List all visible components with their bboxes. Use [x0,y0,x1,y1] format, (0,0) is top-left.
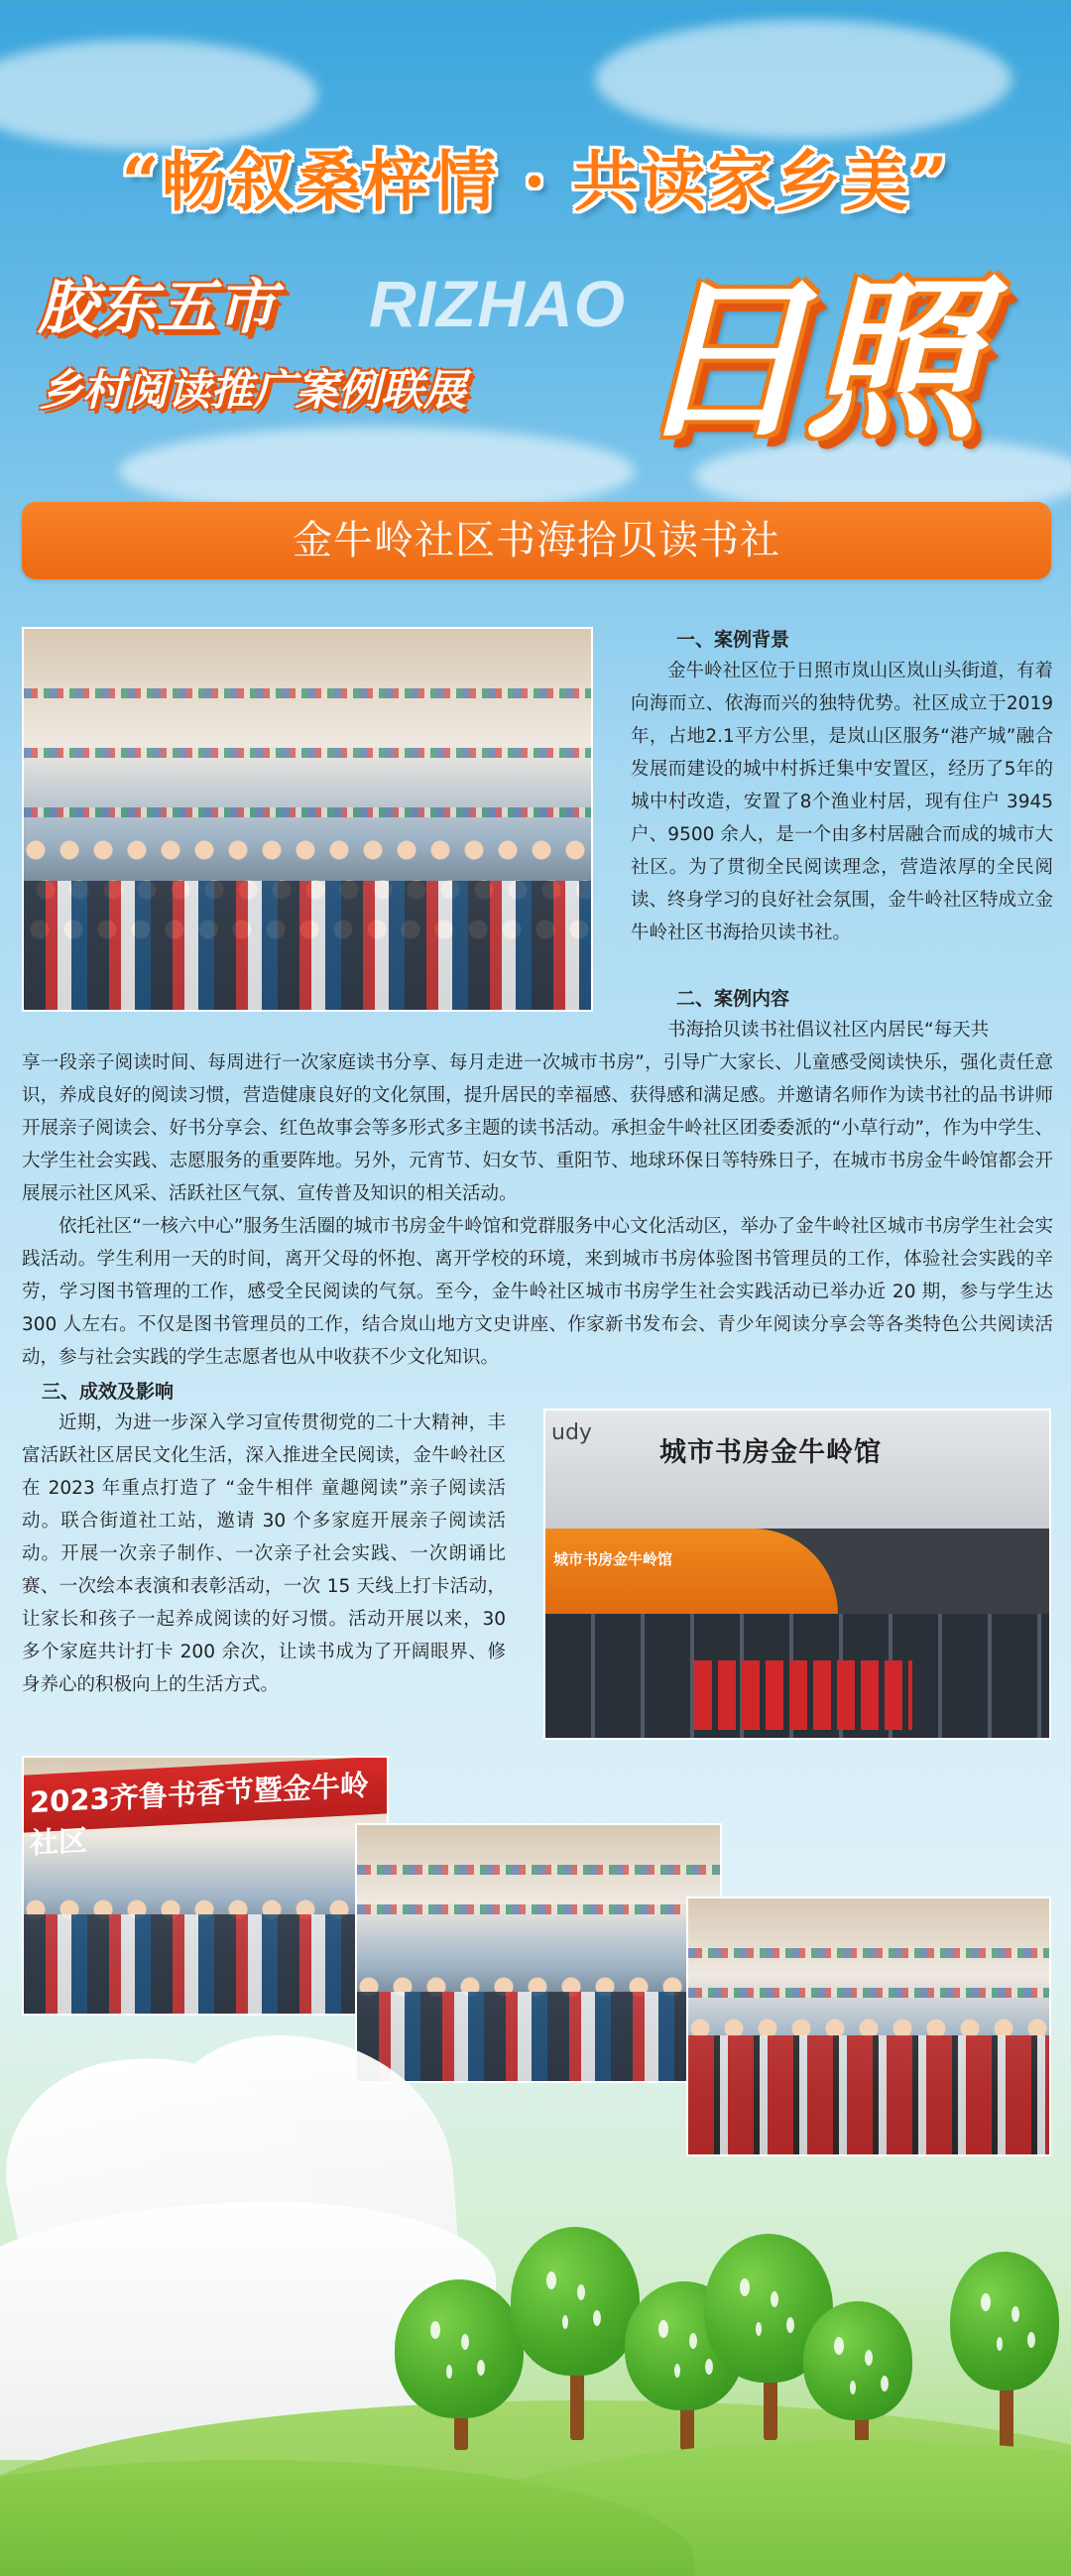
reading-festival-photo [22,1756,389,2016]
section-content-paragraph-1: 享一段亲子阅读时间、每周进行一次家庭读书分享、每月走进一次城市书房”，引导广大家长、儿童感受阅读快乐，强化责任意识，养成良好的阅读习惯，营造健康良好的文化氛围，提升居民的幸福感、获得感和满足感。并邀请名师作为读书社的品书讲师开展亲子阅读会、好书分享会、红色故事会等多形式多主题的读书活动。承担金牛岭社区团委委派的“小草行动”，作为中学生、大学生社会实践、志愿服务的重要阵地。另外，元宵节、妇女节、重阳节、地球环保日等特殊日子，在城市书房金牛岭馆都会开展展示社区风采、活跃社区气氛、宣传普及知识的相关活动。 [22,1052,1053,1204]
section-background-paragraph: 金牛岭社区位于日照市岚山区岚山头街道，有着向海而立、依海而兴的独特优势。社区成立于2019年，占地2.1平方公里，是岚山区服务“港产城”融合发展而建设的城中村拆迁集中安置区，经历了5年的城中村改造，安置了8个渔业村居，现有住户 3945 户、9500 余人，是一个由多村居融合而成的城市大社区。为了贯彻全民阅读理念，营造浓厚的全民阅读、终身学习的良好社会氛围，金牛岭社区特成立金牛岭社区书海拾贝读书社。 [631,661,1053,943]
exhibition-subtitle: 乡村阅读推广案例联展 [40,366,466,416]
festival-banner-text: 2023齐鲁书香节暨金牛岭社区 [30,1768,369,1861]
group-reading-photo [22,627,593,1012]
section-content-heading: 二、案例内容 [676,988,790,1010]
section-content-intro-line: 书海拾贝读书社倡议社区内居民“每天共 [667,1020,990,1041]
section-content-paragraph-2: 依托社区“一核六中心”服务生活圈的城市书房金牛岭馆和党群服务中心文化活动区，举办了金牛岭社区城市书房学生社会实践活动。学生利用一天的时间，离开父母的怀抱、离开学校的环境，来到城市书房体验图书管理员的工作，体验社会实践的辛劳，学习图书管理的工作，感受全民阅读的气氛。至今，金牛岭社区城市书房学生社会实践活动已举办近 20 期，参与学生达 300 人左右。不仅是图书管理员的工作，结合岚山地方文史讲座、作家新书发布会、青少年阅读分享会等各类特色公共阅读活动，参与社会实践的学生志愿者也从中收获不少文化知识。 [22,1216,1053,1368]
library-sign-partial: udy [551,1420,592,1445]
section-content-intro [631,1014,1053,1046]
city-name-cn: 日照 [635,259,977,462]
city-name-en: RIZHAO [369,267,626,340]
section-background-body [631,655,1053,949]
section-background-heading: 一、案例背景 [676,629,790,651]
section-impact-paragraph: 近期，为进一步深入学习宣传贯彻党的二十大精神，丰富活跃社区居民文化生活，深入推进全民阅读，金牛岭社区在 2023 年重点打造了 “金牛相伴 童趣阅读”亲子阅读活动。联合街道社工站，邀请 30 个多家庭开展亲子阅读活动。开展一次亲子制作、一次亲子社会实践、一次朗诵比赛、一次绘本表演和表彰活动，一次 15 天线上打卡活动，让家长和孩子一起养成阅读的好习惯。活动开展以来，30 多个家庭共计打卡 200 余次，让读书成为了开阔眼界、修身养心的积极向上的生活方式。 [22,1412,506,1695]
library-overhang-text: 城市书房金牛岭馆 [553,1549,673,1568]
region-title: 胶东五市 [38,273,276,342]
children-costume-photo [686,1897,1051,2156]
case-title-banner: 金牛岭社区书海拾贝读书社 [22,502,1051,579]
slogan-title: “畅叙桑梓情 · 共读家乡美” [121,143,950,220]
section-impact-heading: 三、成效及影响 [42,1381,175,1403]
library-building-photo [543,1409,1051,1740]
library-sign-text: 城市书房金牛岭馆 [659,1437,882,1468]
section-impact-body [22,1407,506,1701]
section-content-body [22,1046,1053,1374]
